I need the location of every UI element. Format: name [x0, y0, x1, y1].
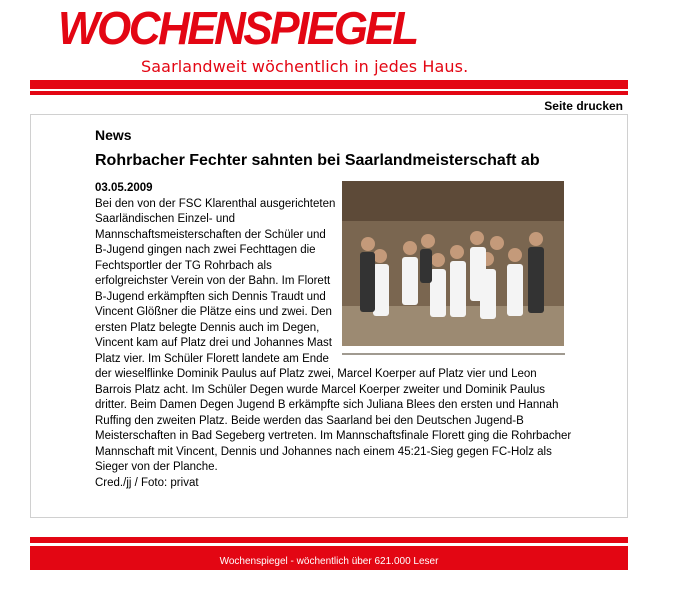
logo-wordmark: WOCHENSPIEGEL — [58, 2, 417, 55]
team-photo-illustration — [342, 181, 564, 346]
site-footer — [30, 546, 628, 570]
photo-divider — [342, 353, 565, 355]
header-bar — [30, 80, 628, 89]
section-title: News — [95, 127, 132, 143]
team-photo — [342, 181, 564, 346]
footer-text: Wochenspiegel - wöchentlich über 621.000 Leser — [219, 556, 439, 567]
logo-slogan: Saarlandweit wöchentlich in jedes Haus. — [141, 57, 469, 76]
article-photo — [342, 181, 565, 356]
article-text: Bei den von der FSC Klarenthal ausgerichteten Saarländischen Einzel- und Mannschaftsmeisterschaften der Schüler und B-Jugend gingen nach zwei Fechttagen die Fechtsportler der TG Rohrbach als erfolgreichster Verein von der Bahn. Im Florett B-Jugend erkämpften sich Dennis Traudt und Vincent Glößner die Plätze eins und zwei. Den ersten Platz belegte Dennis auch im Degen, Vincent kam auf Platz drei und Johannes Mast Platz vier. Im Schüler Florett landete am Ende der wieselflinke Dominik Paulus auf Platz zwei, Marcel Koerper auf Platz vier und Leon Barrois Platz acht. Im Schüler Degen wurde Marcel Koerper zweiter und Dominik Paulus dritter. Beim Damen Degen Jugend B erkämpfte sich Juliana Blees den ersten und Hannah Ruffing den zweiten Platz. Beide werden das Saarland bei den Deutschen Jugend-B Meisterschaften in Bad Segeberg vertreten. Im Mannschaftsfinale Florett ging die Rohrbacher Mannschaft mit Vincent, Dennis und Johannes nach einem 45:21-Sieg gegen FC-Holz als Sieger von der Planche. — [95, 197, 572, 473]
footer-bar — [30, 537, 628, 543]
print-page-link[interactable]: Seite drucken — [544, 99, 623, 113]
article-headline: Rohrbacher Fechter sahnten bei Saarlandmeisterschaft ab — [95, 152, 540, 169]
photo-credit: Cred./jj / Foto: privat — [95, 476, 199, 489]
header-bar-thin — [30, 91, 628, 95]
article-date: 03.05.2009 — [95, 182, 153, 194]
